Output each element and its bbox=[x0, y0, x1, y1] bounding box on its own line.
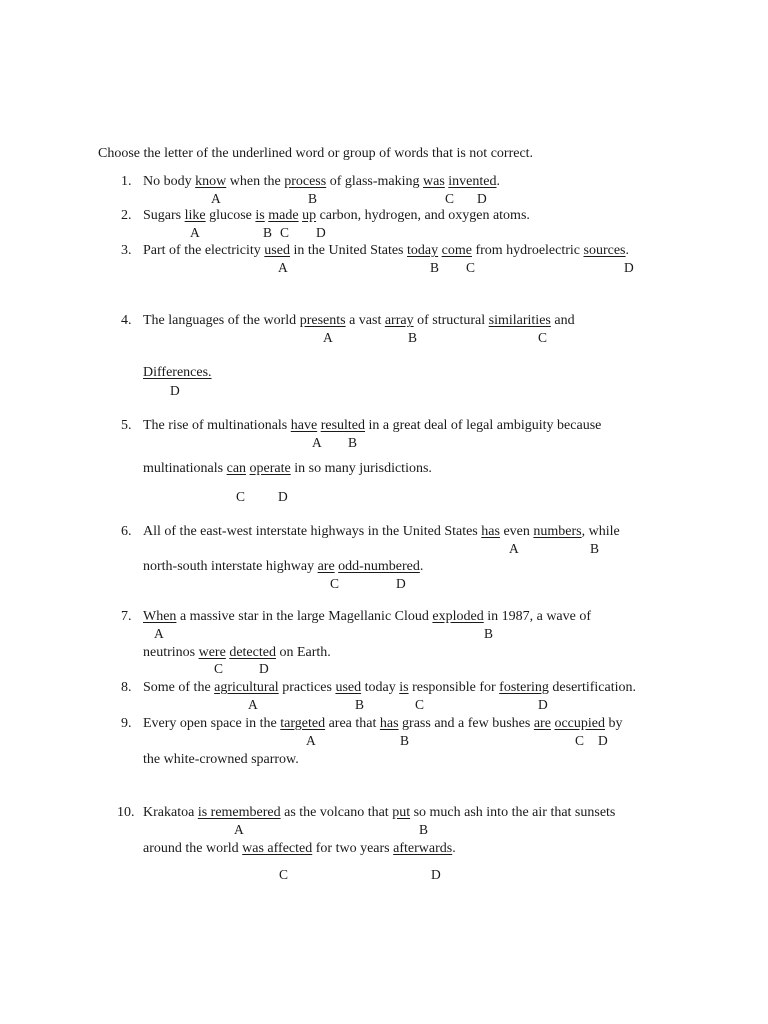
q6-option-c[interactable]: are bbox=[317, 559, 335, 574]
q1-option-a[interactable]: know bbox=[195, 174, 227, 189]
q1-option-d[interactable]: invented bbox=[448, 174, 497, 189]
q9-option-d[interactable]: occupied bbox=[554, 716, 605, 731]
q4-option-b[interactable]: array bbox=[384, 313, 414, 328]
q9-letter-a: A bbox=[306, 733, 316, 748]
q10-letter-d: D bbox=[431, 867, 441, 882]
question-2-sentence: Sugars like glucose is made up carbon, hydrogen, and oxygen atoms. bbox=[143, 208, 530, 223]
q10-option-d[interactable]: afterwards bbox=[393, 841, 453, 856]
q6-letter-c: C bbox=[330, 576, 340, 591]
q3-option-a[interactable]: used bbox=[264, 243, 290, 258]
q7-letter-c: C bbox=[214, 661, 224, 676]
q10-letter-a: A bbox=[234, 822, 244, 837]
q4-letter-d: D bbox=[170, 383, 180, 398]
question-7-sentence: When a massive star in the large Magellanic Cloud exploded in 1987, a wave of bbox=[143, 609, 592, 624]
q6-option-b[interactable]: numbers bbox=[533, 524, 582, 539]
q1-letter-a: A bbox=[211, 191, 221, 206]
q10-option-a[interactable]: is remembered bbox=[197, 805, 281, 820]
q6-letter-a: A bbox=[509, 541, 519, 556]
q2-letter-a: A bbox=[190, 225, 200, 240]
question-10-sentence: Krakatoa is remembered as the volcano that put so much ash into the air that sunsets bbox=[143, 805, 616, 820]
q8-option-c[interactable]: is bbox=[399, 680, 409, 695]
question-6-number: 6. bbox=[121, 524, 132, 539]
question-5-line-2: multinationals can operate in so many jurisdictions. bbox=[143, 461, 432, 476]
q7-letter-d: D bbox=[259, 661, 269, 676]
q8-letter-c: C bbox=[415, 697, 425, 712]
q7-option-d[interactable]: detected bbox=[229, 645, 276, 660]
question-10-number: 10. bbox=[117, 805, 135, 820]
q2-option-c[interactable]: made bbox=[268, 208, 299, 223]
q9-option-c[interactable]: are bbox=[533, 716, 551, 731]
q7-option-b[interactable]: exploded bbox=[432, 609, 484, 624]
question-6-line-2: north-south interstate highway are odd-numbered. bbox=[143, 559, 424, 574]
q7-option-a[interactable]: When bbox=[143, 609, 177, 624]
q6-option-a[interactable]: has bbox=[481, 524, 500, 539]
q1-letter-d: D bbox=[477, 191, 487, 206]
q10-option-b[interactable]: put bbox=[392, 805, 411, 820]
q5-option-d[interactable]: operate bbox=[249, 461, 291, 476]
q5-option-c[interactable]: can bbox=[226, 461, 247, 476]
q8-letter-b: B bbox=[355, 697, 365, 712]
q4-option-d[interactable]: Differences. bbox=[143, 365, 212, 380]
q6-option-d[interactable]: odd-numbered bbox=[338, 559, 420, 574]
q9-letter-b: B bbox=[400, 733, 410, 748]
q1-letter-c: C bbox=[445, 191, 455, 206]
q3-option-b[interactable]: today bbox=[407, 243, 439, 258]
q4-letter-a: A bbox=[323, 330, 333, 345]
q5-letter-c: C bbox=[236, 489, 246, 504]
q4-option-c[interactable]: similarities bbox=[488, 313, 551, 328]
q2-letter-c: C bbox=[280, 225, 290, 240]
q1-letter-b: B bbox=[308, 191, 318, 206]
q3-letter-d: D bbox=[624, 260, 634, 275]
q8-option-b[interactable]: used bbox=[335, 680, 362, 695]
q4-option-a[interactable]: presents bbox=[299, 313, 346, 328]
q3-letter-b: B bbox=[430, 260, 440, 275]
q9-letter-c: C bbox=[575, 733, 585, 748]
question-6-sentence: All of the east-west interstate highways in the United States has even numbers, while bbox=[143, 524, 620, 539]
question-10-line-2: around the world was affected for two years afterwards. bbox=[143, 841, 456, 856]
q2-letter-b: B bbox=[263, 225, 273, 240]
question-3-number: 3. bbox=[121, 243, 132, 258]
q8-letter-d: D bbox=[538, 697, 548, 712]
q8-option-a[interactable]: agricultural bbox=[214, 680, 279, 695]
q7-letter-b: B bbox=[484, 626, 494, 641]
q3-option-d[interactable]: sources bbox=[583, 243, 626, 258]
question-7-number: 7. bbox=[121, 609, 132, 624]
instructions: Choose the letter of the underlined word or group of words that is not correct. bbox=[98, 146, 534, 161]
q5-letter-b: B bbox=[348, 435, 358, 450]
question-7-line-2: neutrinos were detected on Earth. bbox=[143, 645, 331, 660]
q2-option-b[interactable]: is bbox=[255, 208, 265, 223]
question-3-sentence: Part of the electricity used in the United States today come from hydroelectric sources. bbox=[143, 243, 630, 258]
q6-letter-d: D bbox=[396, 576, 406, 591]
q5-option-a[interactable]: have bbox=[290, 418, 318, 433]
q5-letter-a: A bbox=[312, 435, 322, 450]
q8-option-d[interactable]: fostering bbox=[499, 680, 549, 695]
q10-letter-c: C bbox=[279, 867, 289, 882]
q9-letter-d: D bbox=[598, 733, 608, 748]
q9-option-a[interactable]: targeted bbox=[280, 716, 326, 731]
q4-letter-c: C bbox=[538, 330, 548, 345]
question-8-sentence: Some of the agricultural practices used today is responsible for fostering desertification. bbox=[143, 680, 636, 695]
question-5-number: 5. bbox=[121, 418, 132, 433]
question-4-line-2 bbox=[143, 365, 212, 381]
question-9-sentence: Every open space in the targeted area that has grass and a few bushes are occupied by bbox=[143, 716, 623, 731]
q3-letter-c: C bbox=[466, 260, 476, 275]
question-8-number: 8. bbox=[121, 680, 132, 695]
q3-letter-a: A bbox=[278, 260, 288, 275]
q7-letter-a: A bbox=[154, 626, 164, 641]
question-9-number: 9. bbox=[121, 716, 132, 731]
question-4-sentence: The languages of the world presents a vast array of structural similarities and bbox=[143, 313, 575, 328]
q9-option-b[interactable]: has bbox=[379, 716, 399, 731]
q4-letter-b: B bbox=[408, 330, 418, 345]
question-4-number: 4. bbox=[121, 313, 132, 328]
q7-option-c[interactable]: were bbox=[198, 645, 226, 660]
question-9-line-2: the white-crowned sparrow. bbox=[143, 752, 299, 767]
question-5-sentence: The rise of multinationals have resulted in a great deal of legal ambiguity because bbox=[143, 418, 602, 433]
q10-option-c[interactable]: was affected bbox=[242, 841, 313, 856]
q1-option-c[interactable]: was bbox=[423, 174, 445, 189]
q2-option-d[interactable]: up bbox=[302, 208, 317, 223]
q6-letter-b: B bbox=[590, 541, 600, 556]
q1-option-b[interactable]: process bbox=[284, 174, 327, 189]
q2-option-a[interactable]: like bbox=[184, 208, 206, 223]
q5-letter-d: D bbox=[278, 489, 288, 504]
question-2-number: 2. bbox=[121, 208, 132, 223]
q10-letter-b: B bbox=[419, 822, 429, 837]
q8-letter-a: A bbox=[248, 697, 258, 712]
question-1-number: 1. bbox=[121, 174, 132, 189]
question-1-sentence: No body know when the process of glass-making was invented. bbox=[143, 174, 501, 189]
q3-option-c[interactable]: come bbox=[441, 243, 472, 258]
q2-letter-d: D bbox=[316, 225, 326, 240]
q5-option-b[interactable]: resulted bbox=[320, 418, 366, 433]
